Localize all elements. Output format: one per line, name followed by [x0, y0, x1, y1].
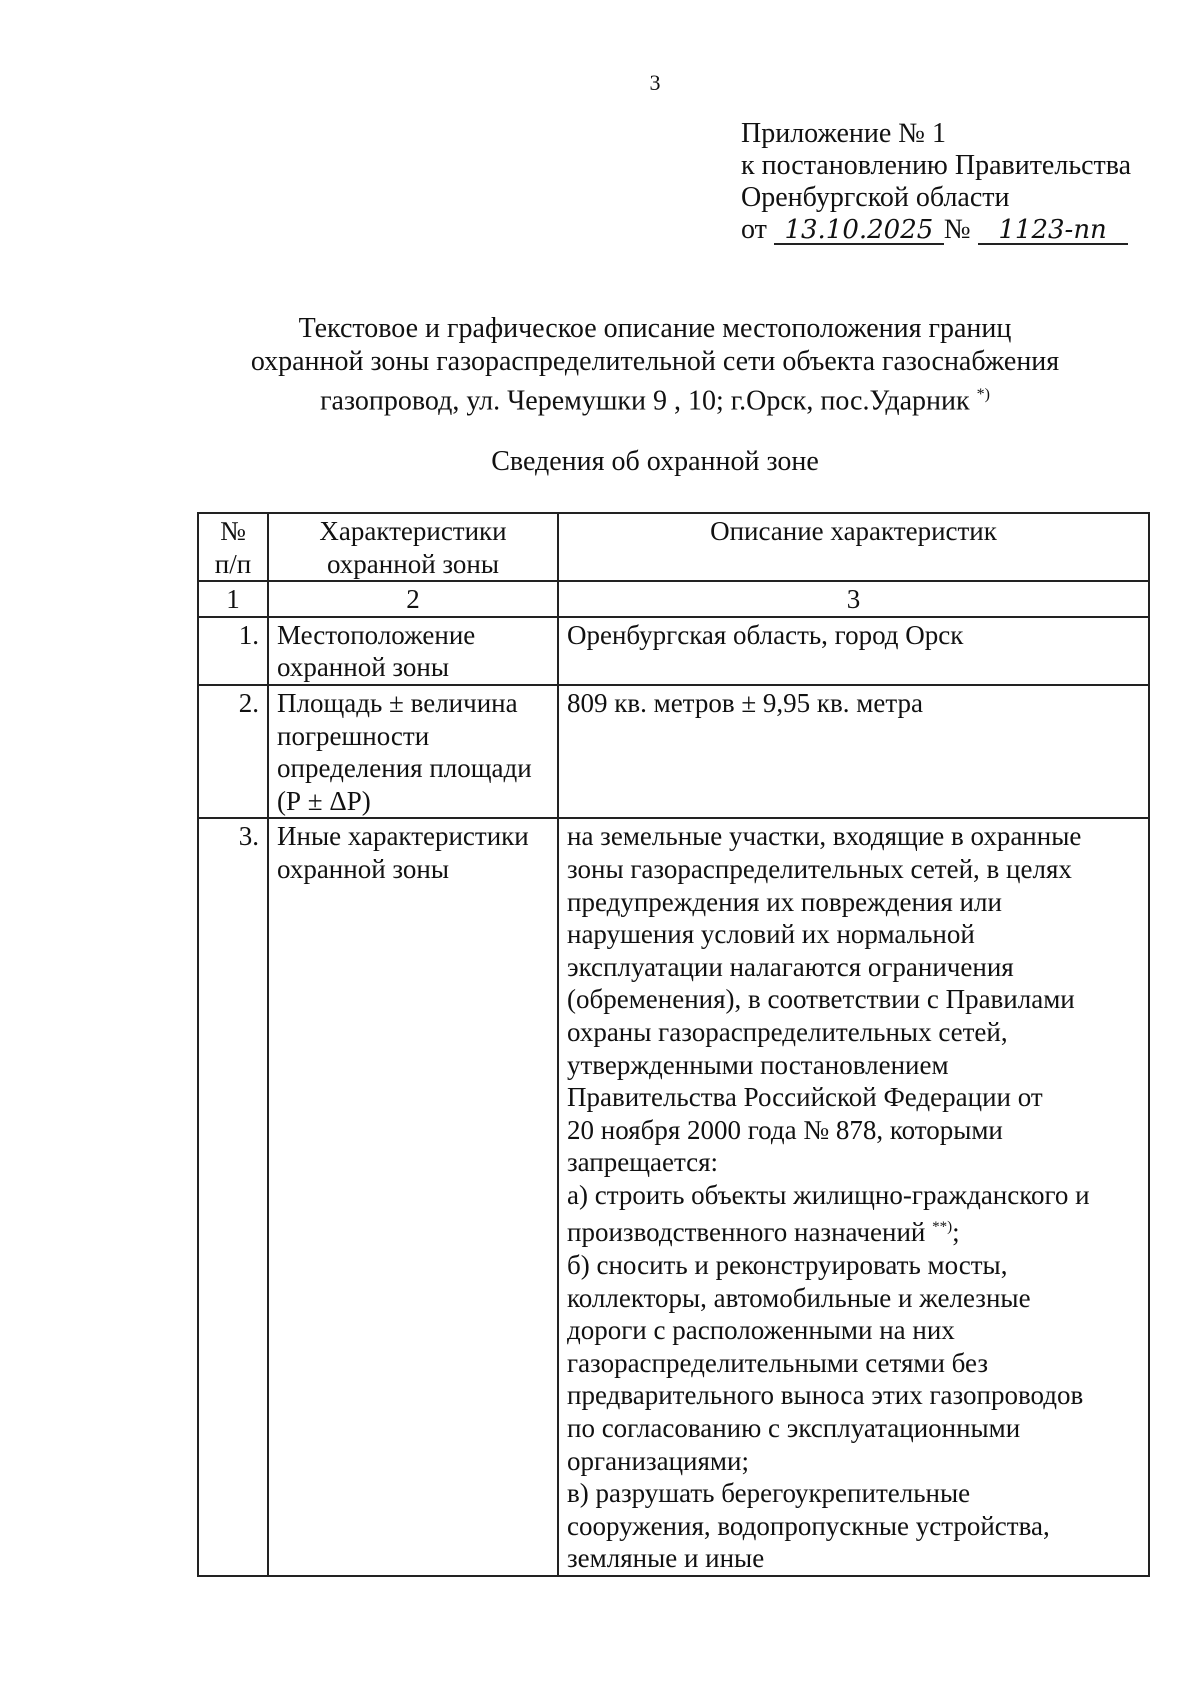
footnote-semicolon: ;: [952, 1217, 960, 1248]
row-description-line: Оренбургская область, город Орск: [567, 619, 964, 650]
protection-zone-table: [197, 512, 1150, 1577]
row-description-line: на земельные участки, входящие в охранные: [567, 821, 1082, 852]
row-description-line: (обременения), в соответствии с Правилами: [567, 984, 1075, 1015]
row-number: 1.: [198, 617, 268, 685]
header-number: [198, 513, 268, 581]
table-index-row: [198, 581, 1149, 617]
appendix-line-2: к постановлению Правительства: [741, 150, 1132, 181]
table-row: [198, 685, 1149, 818]
document-title: [0, 312, 1200, 417]
row-number: 3.: [198, 818, 268, 1576]
index-cell-2: 2: [268, 581, 558, 617]
row-characteristic-line: охранной зоны: [277, 853, 450, 884]
appendix-line-3: Оренбургской области: [741, 182, 1010, 213]
row-description-line: б) сносить и реконструировать мосты,: [567, 1250, 1008, 1281]
row-characteristic: [268, 617, 558, 685]
row-characteristic-line: определения площади: [277, 753, 532, 784]
table-row: [198, 818, 1149, 1576]
row-description-line: по согласованию с эксплуатационными: [567, 1413, 1021, 1444]
row-description: [558, 617, 1149, 685]
index-cell-3: 3: [558, 581, 1149, 617]
number-sign: №: [943, 214, 971, 245]
header-description: Описание характеристик: [558, 513, 1149, 581]
title-line-1: Текстовое и графическое описание местоположения границ: [298, 313, 1012, 344]
row-characteristic-line: (Р ± ΔР): [277, 785, 371, 816]
row-description-line: сооружения, водопропускные устройства,: [567, 1510, 1050, 1541]
row-number: 2.: [198, 685, 268, 818]
title-footnote-mark: *): [976, 386, 990, 403]
header-characteristics: [268, 513, 558, 581]
row-description-line: нарушения условий их нормальной: [567, 919, 975, 950]
row-description: [558, 818, 1149, 1576]
index-cell-1: 1: [198, 581, 268, 617]
table-header-row: [198, 513, 1149, 581]
header-characteristics-line-2: охранной зоны: [326, 548, 499, 579]
footnote-mark: **): [932, 1219, 953, 1236]
appendix-date-line: [741, 214, 1131, 246]
row-description-line: а) строить объекты жилищно-гражданского и: [567, 1179, 1090, 1210]
row-description-line: дороги с расположенными на них: [567, 1315, 955, 1346]
title-line-3: [0, 378, 1200, 417]
row-description-line: коллекторы, автомобильные и железные: [567, 1282, 1031, 1313]
table-row: [198, 617, 1149, 685]
row-characteristic-line: Местоположение: [277, 619, 476, 650]
row-description-line: организациями;: [567, 1445, 749, 1476]
row-characteristic: [268, 685, 558, 818]
row-description-line: предварительного выноса этих газопроводов: [567, 1380, 1084, 1411]
row-description-line: 809 кв. метров ± 9,95 кв. метра: [567, 687, 923, 718]
row-description-line: зоны газораспределительных сетей, в целях: [567, 853, 1072, 884]
row-description-line: эксплуатации налагаются ограничения: [567, 951, 1014, 982]
handwritten-date: 13.10.2025: [774, 217, 944, 245]
row-description-line: газораспределительными сетями без: [567, 1347, 989, 1378]
appendix-block: [741, 118, 1131, 246]
handwritten-number: 1123-пп: [978, 217, 1128, 245]
row-description-line: [567, 1211, 1140, 1249]
row-description-line: предупреждения их повреждения или: [567, 886, 1002, 917]
row-characteristic: [268, 818, 558, 1576]
from-label: от: [741, 214, 767, 245]
row-description-line: запрещается:: [567, 1147, 719, 1178]
row-description: [558, 685, 1149, 818]
row-characteristic-line: Площадь ± величина: [277, 687, 518, 718]
row-description-line: утвержденными постановлением: [567, 1049, 949, 1080]
page-number: 3: [649, 70, 661, 95]
row-description-line: в) разрушать берегоукрепительные: [567, 1478, 971, 1509]
appendix-line-1: Приложение № 1: [741, 118, 946, 149]
row-characteristic-line: погрешности: [277, 720, 430, 751]
row-description-line: Правительства Российской Федерации от: [567, 1082, 1043, 1113]
section-subtitle: Сведения об охранной зоне: [491, 446, 819, 477]
title-line-2: охранной зоны газораспределительной сети объекта газоснабжения: [250, 346, 1060, 377]
row-description-line: охраны газораспределительных сетей,: [567, 1016, 1008, 1047]
row-description-line: земляные и иные: [567, 1543, 765, 1574]
row-description-line: 20 ноября 2000 года № 878, которыми: [567, 1114, 1003, 1145]
row-description-text: производственного назначений: [567, 1217, 926, 1248]
row-characteristic-line: охранной зоны: [277, 652, 450, 683]
header-number-line-2: п/п: [214, 548, 252, 579]
header-characteristics-line-1: Характеристики: [319, 516, 507, 546]
title-line-3-text: газопровод, ул. Черемушки 9 , 10; г.Орск, пос.Ударник: [320, 385, 970, 417]
header-number-line-1: №: [220, 516, 246, 546]
row-characteristic-line: Иные характеристики: [277, 821, 529, 852]
